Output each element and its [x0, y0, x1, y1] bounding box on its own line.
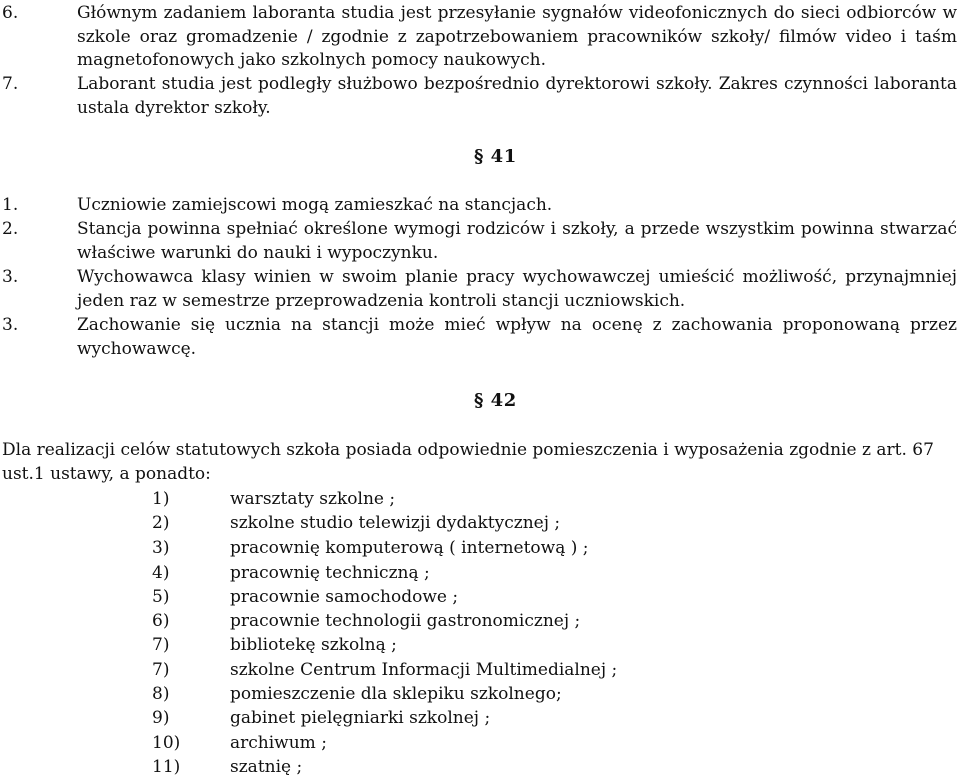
list-item-number: 10) [152, 733, 181, 753]
list-item-text: pomieszczenie dla sklepiku szkolnego; [230, 684, 562, 704]
section-42-paragraph: Dla realizacji celów statutowych szkoła posiada odpowiednie pomieszczenia i wyposażenia zgodnie z art. 67 ust.1 ustawy, a ponadto: [2, 440, 934, 484]
list-item-text: gabinet pielęgniarki szkolnej ; [230, 708, 491, 728]
list-item-number: 2) [152, 513, 170, 533]
list-item-text: pracownię techniczną ; [230, 563, 430, 583]
list-item-41-2 [0, 218, 960, 265]
item-text: Głównym zadaniem laboranta studia jest przesyłanie sygnałów videofonicznych do sieci odbiorców w szkole oraz gromadzenie / zgodnie z zapotrzebowaniem pracowników szkoły/ filmów video i taśm magnetofonowych jako szkolnych pomocy naukowych. [77, 3, 957, 70]
list-item-number: 8) [152, 684, 170, 704]
list-item-text: pracownie samochodowe ; [230, 587, 459, 607]
list-item-41-4 [0, 314, 960, 361]
list-item-text: archiwum ; [230, 733, 327, 753]
list-item-7 [0, 73, 960, 120]
list-item-text: bibliotekę szkolną ; [230, 635, 397, 655]
item-number: 6. [2, 3, 19, 23]
list-item-text: pracownie technologii gastronomicznej ; [230, 611, 581, 631]
list-item-number: 11) [152, 757, 181, 777]
list-item-number: 4) [152, 563, 170, 583]
item-number: 3. [2, 267, 19, 287]
item-text: Uczniowie zamiejscowi mogą zamieszkać na stancjach. [77, 195, 553, 215]
list-item-number: 1) [152, 489, 170, 509]
item-text: Stancja powinna spełniać określone wymogi rodziców i szkoły, a przede wszystkim powinna stwarzać właściwe warunki do nauki i wypoczynku. [77, 219, 957, 263]
list-item-number: 7) [152, 635, 170, 655]
list-item-number: 3) [152, 538, 170, 558]
list-item-41-1 [0, 194, 960, 218]
list-item-41-3 [0, 266, 960, 313]
item-number: 7. [2, 74, 19, 94]
item-text: Laborant studia jest podległy służbowo bezpośrednio dyrektorowi szkoły. Zakres czynności laboranta ustala dyrektor szkoły. [77, 74, 957, 118]
item-number: 2. [2, 219, 19, 239]
list-item-number: 6) [152, 611, 170, 631]
list-item-text: szatnię ; [230, 757, 303, 777]
item-text: Wychowawca klasy winien w swoim planie pracy wychowawczej umieścić możliwość, przynajmniej jeden raz w semestrze przeprowadzenia kontroli stancji uczniowskich. [77, 267, 957, 311]
list-item-text: szkolne Centrum Informacji Multimedialnej ; [230, 660, 618, 680]
section-heading-41: § 41 [474, 146, 517, 167]
list-item-text: warsztaty szkolne ; [230, 489, 396, 509]
item-text: Zachowanie się ucznia na stancji może mieć wpływ na ocenę z zachowania proponowaną przez wychowawcę. [77, 315, 957, 359]
list-item-number: 9) [152, 708, 170, 728]
list-item-number: 7) [152, 660, 170, 680]
list-item-number: 5) [152, 587, 170, 607]
section-heading-42: § 42 [474, 390, 517, 411]
item-number: 3. [2, 315, 19, 335]
list-item-text: szkolne studio telewizji dydaktycznej ; [230, 513, 561, 533]
list-item-6 [0, 2, 960, 73]
list-item-text: pracownię komputerową ( internetową ) ; [230, 538, 589, 558]
item-number: 1. [2, 195, 19, 215]
